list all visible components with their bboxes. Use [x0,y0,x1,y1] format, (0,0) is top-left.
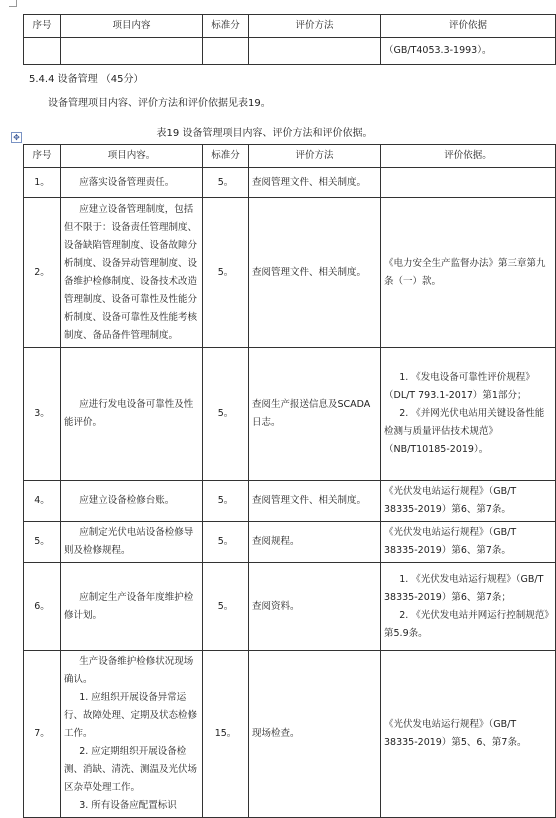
table-row: 2。 应建立设备管理制度，包括但不限于：设备责任管理制度、设备缺陷管理制度、设备故障分析制度、设备异动管理制度、设备维护检修制度、设备技术改造管理制度、设备可靠性及性能分析制度、设备可靠性及性能考核制度、备品备件管理制度。 5。 查阅管理文件、相关制度。 《电力安全生产监督办法》第三章第九条（一）款。 [24,198,556,348]
col-no: 序号 [24,145,61,168]
basis-cell: （GB/T4053.3-1993）。 [381,38,556,65]
table-move-handle-icon[interactable]: ✥ [11,132,22,143]
col-item: 项目内容。 [61,145,203,168]
table-row: 7。 生产设备维护检修状况现场确认。 1. 应组织开展设备异常运行、故障处理、定期及状态检修工作。 2. 应定期组织开展设备检测、消缺、清洗、测温及光伏场区杂草处理工作。 3. 所有设备应配置标识 15。 现场检查。 《光伏发电站运行规程》（GB/T 38335-2019）第5、6、第7条。 [24,651,556,818]
table-row [24,38,556,65]
table-header [24,15,556,38]
col-basis: 评价依据。 [381,145,556,168]
table-row: 6。 应制定生产设备年度维护检修计划。 5。 查阅资料。 1. 《光伏发电站运行规程》（GB/T 38335-2019）第6、第7条； 2. 《光伏发电站并网运行控制规范》第5.9条。 [24,563,556,651]
col-basis: 评价依据 [381,15,556,38]
section-heading: 5.4.4 设备管理 （45分） [29,74,144,85]
col-score: 标准分 [203,145,249,168]
col-method: 评价方法 [249,145,381,168]
table-header [24,145,556,168]
table-row: 1。 应落实设备管理责任。 5。 查阅管理文件、相关制度。 [24,168,556,198]
continued-table [23,14,556,65]
page-corner-mark [9,0,17,7]
col-no: 序号 [24,15,61,38]
intro-text: 设备管理项目内容、评价方法和评价依据见表19。 [48,98,271,109]
table-row: 5。 应制定光伏电站设备检修导则及检修规程。 5。 查阅规程。 《光伏发电站运行规程》（GB/T 38335-2019）第6、第7条。 [24,522,556,563]
table-row: 3。 应进行发电设备可靠性及性能评价。 5。 查阅生产报送信息及SCADA日志。 1. 《发电设备可靠性评价规程》（DL/T 793.1-2017）第1部分； 2. 《并网光伏电站用关键设备性能检测与质量评估技术规范》（NB/T10185-2019）。 [24,348,556,481]
col-method: 评价方法 [249,15,381,38]
table-caption: 表19 设备管理项目内容、评价方法和评价依据。 [156,128,373,139]
col-score: 标准分 [203,15,249,38]
col-item: 项目内容 [61,15,203,38]
equipment-table [23,144,556,818]
table-row: 4。 应建立设备检修台账。 5。 查阅管理文件、相关制度。 《光伏发电站运行规程》（GB/T 38335-2019）第6、第7条。 [24,481,556,522]
